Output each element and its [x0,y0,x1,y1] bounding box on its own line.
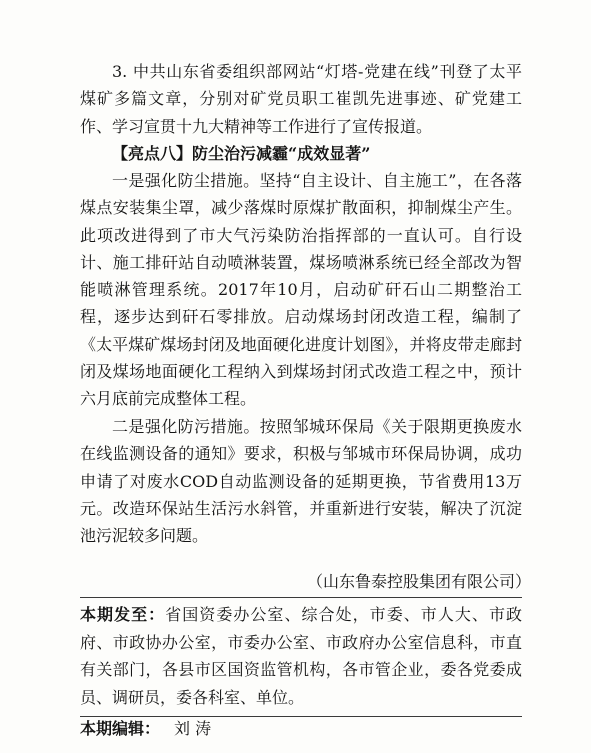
divider-top [80,597,522,598]
source-attribution: （山东鲁泰控股集团有限公司） [306,572,531,591]
recipients-list: 省国资委办公室、综合处，市委、市人大、市政府、市政协办公室，市委办公室、市政府办公室信息科，市直有关部门，各县市区国资监管机构，各市管企业，委各党委成员、调研员，委各科室、单位。 [80,605,522,707]
recipients-block [80,601,522,711]
item-3-paragraph: 3. 中共山东省委组织部网站“灯塔-党建在线”刊登了太平煤矿多篇文章，分别对矿党员职工崔凯先进事迹、矿党建工作、学习宣贯十九大精神等工作进行了宣传报道。 [80,62,522,136]
editor-name: 刘 涛 [174,719,212,738]
pollution-prevention-paragraph: 二是强化防污措施。按照邹城环保局《关于限期更换废水在线监测设备的通知》要求，积极与邹城市环保局协调，成功申请了对废水COD自动监测设备的延期更换，节省费用13万元。改造环保站生活污水斜管，并重新进行安装，解决了沉淀池污泥较多问题。 [80,417,522,546]
editor-label: 本期编辑： [80,719,161,738]
highlight-heading: 【亮点八】防尘治污减霾“成效显著” [112,144,371,163]
editor-line [80,717,211,741]
recipients-label: 本期发至： [80,605,166,624]
dust-prevention-paragraph: 一是强化防尘措施。坚持“自主设计、自主施工”，在各落煤点安装集尘罩，减少落煤时原煤扩散面积，抑制煤尘产生。此项改进得到了市大气污染防治指挥部的一直认可。自行设计、施工排矸站自动喷淋装置，煤场喷淋系统已经全部改为智能喷淋管理系统。2017年10月，启动矿矸石山二期整治工程，逐步达到矸石零排放。启动煤场封闭改造工程，编制了《太平煤矿煤场封闭及地面硬化进度计划图》，并将皮带走廊封闭及煤场地面硬化工程纳入到煤场封闭式改造工程之中，预计六月底前完成整体工程。 [80,171,522,409]
